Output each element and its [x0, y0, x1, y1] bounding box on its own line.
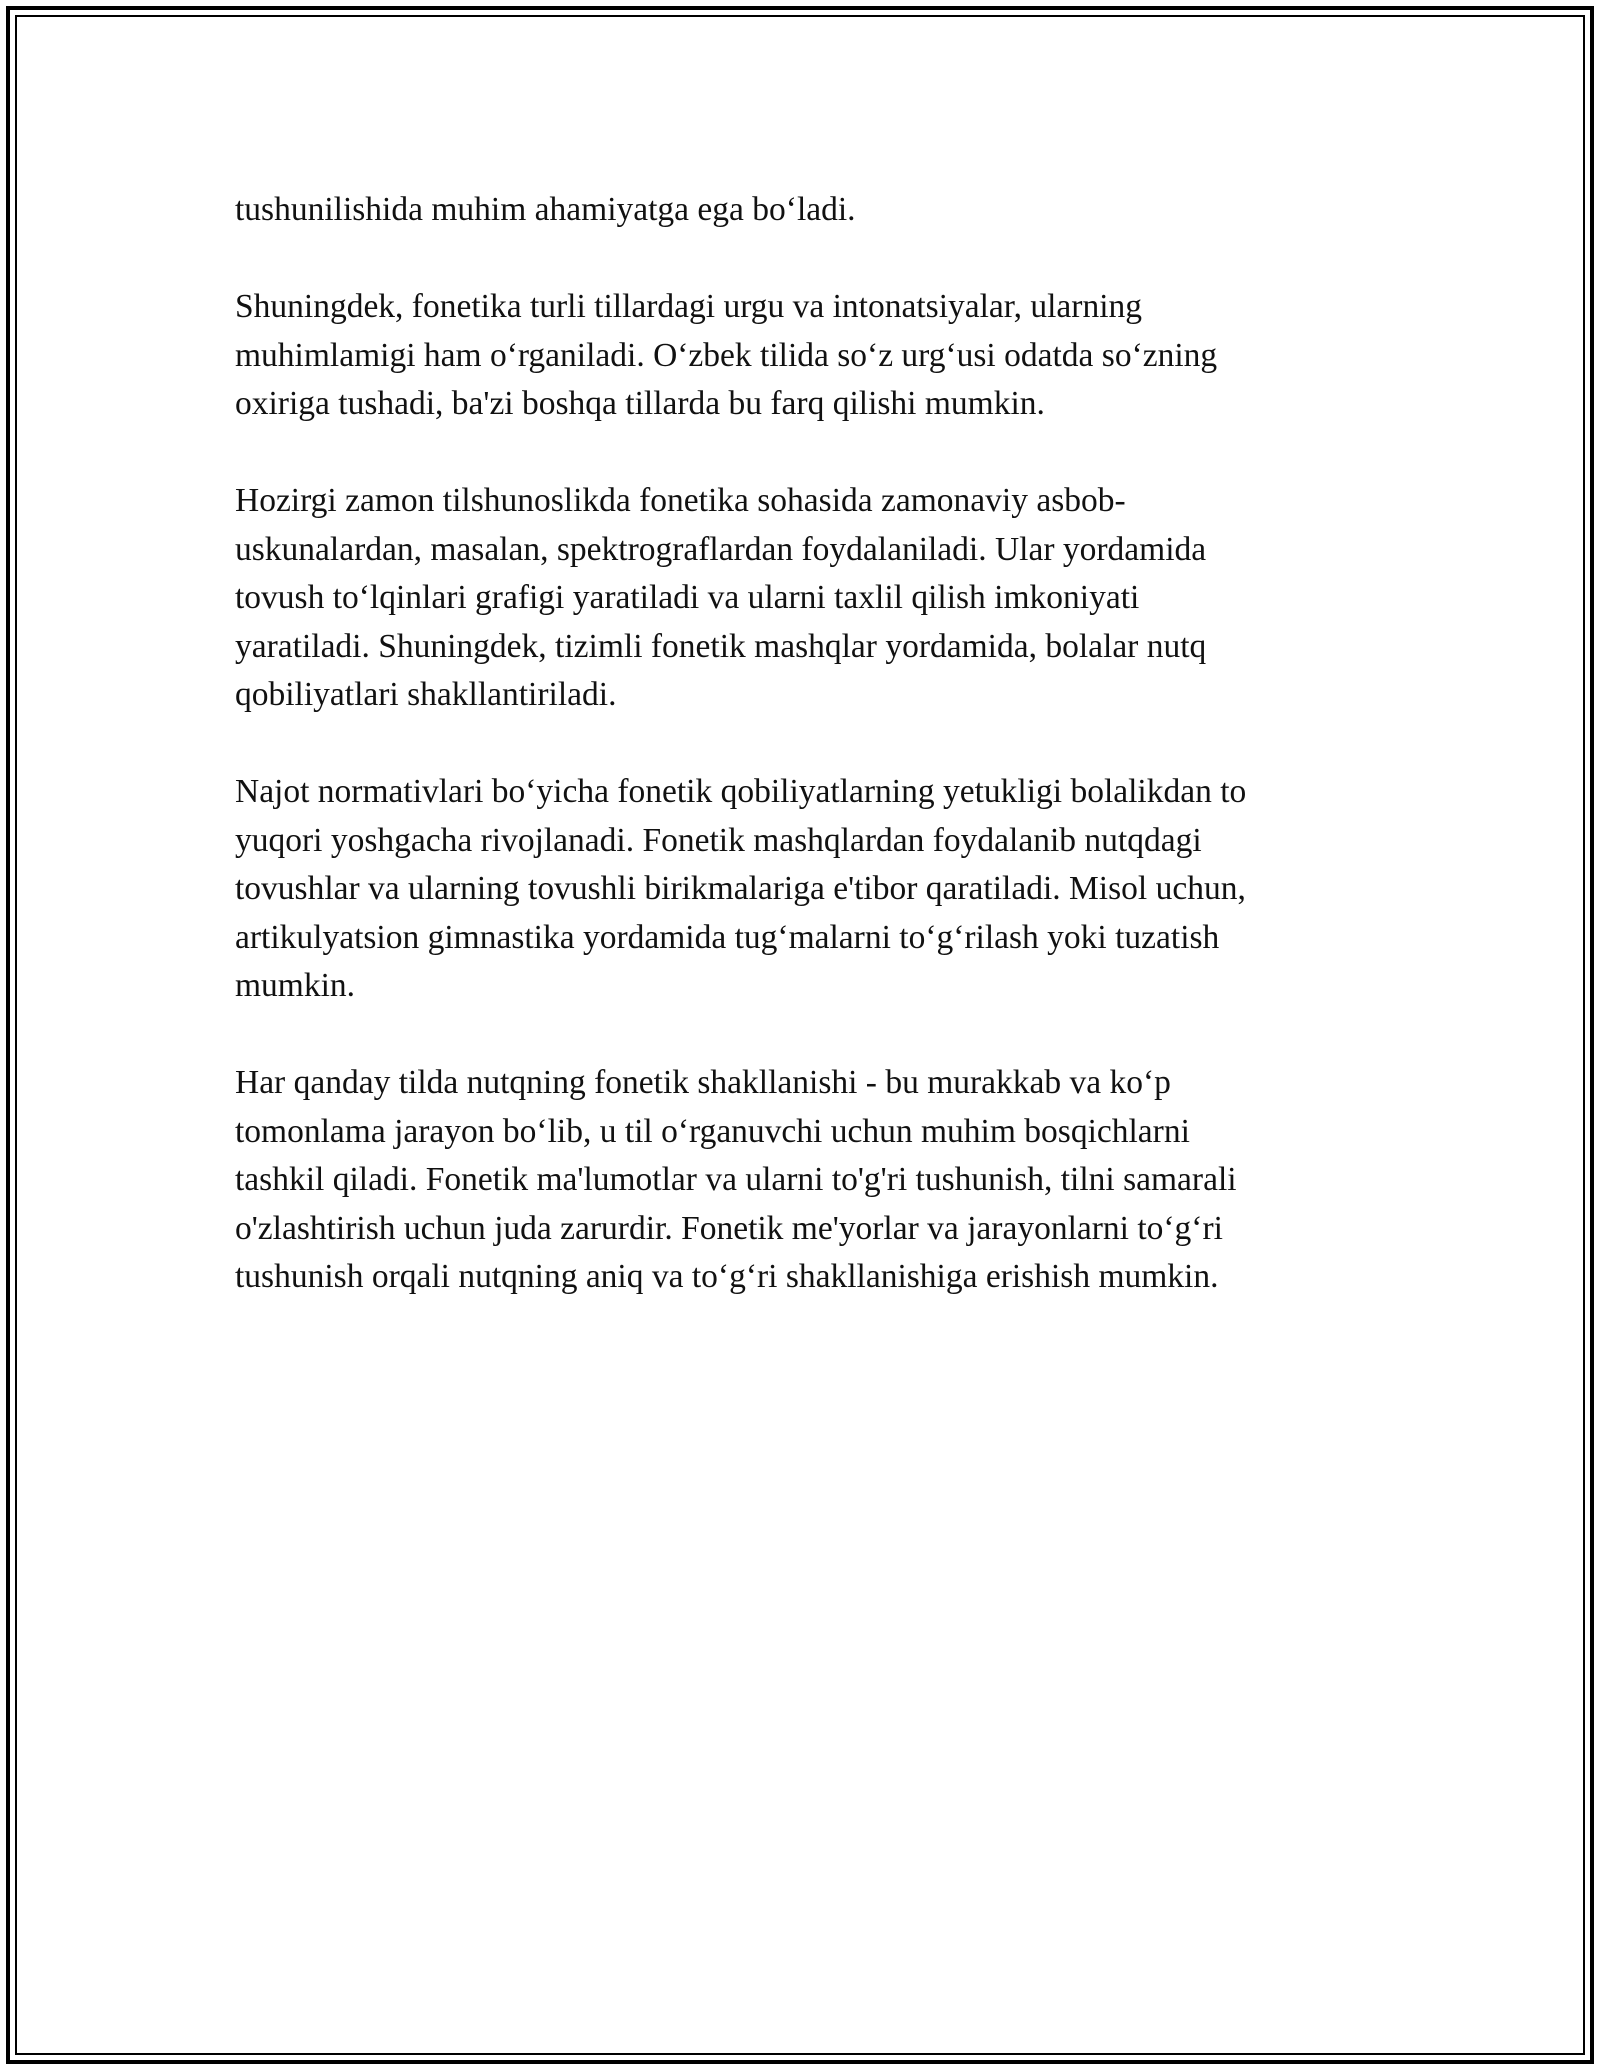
text-line: yaratiladi. Shuningdek, tizimli fonetik mashqlar yordamida, bolalar nutq: [235, 627, 1207, 665]
document-body: [235, 186, 1365, 1350]
text-line: Hozirgi zamon tilshunoslikda fonetika sohasida zamonaviy asbob-: [235, 482, 1126, 519]
text-line: muhimlamigi ham o‘rganiladi. O‘zbek tilida so‘z urg‘usi odatda so‘zning: [235, 336, 1218, 374]
text-line: tovushlar va ularning tovushli birikmalariga e'tibor qaratiladi. Misol uchun,: [235, 870, 1246, 907]
text-line: tovush to‘lqinlari grafigi yaratiladi va ularni taxlil qilish imkoniyati: [235, 579, 1140, 616]
text-line: Najot normativlari bo‘yicha fonetik qobiliyatlarning yetukligi bolalikdan to: [235, 773, 1247, 810]
text-line: tashkil qiladi. Fonetik ma'lumotlar va ularni to'g'ri tushunish, tilni samarali: [235, 1161, 1237, 1198]
text-line: qobiliyatlari shakllantiriladi.: [235, 676, 617, 713]
text-line: tomonlama jarayon bo‘lib, u til o‘rganuvchi uchun muhim bosqichlarni: [235, 1112, 1190, 1150]
paragraph-3: [235, 477, 1365, 720]
paragraph-2: [235, 283, 1365, 429]
text-line: yuqori yoshgacha rivojlanadi. Fonetik mashqlardan foydalanib nutqdagi: [235, 821, 1202, 859]
paragraph-4: [235, 768, 1365, 1011]
paragraph-1: [235, 186, 1365, 235]
paragraph-5: [235, 1059, 1365, 1302]
text-line: tushunilishida muhim ahamiyatga ega bo‘ladi.: [235, 191, 856, 228]
text-line: o'zlashtirish uchun juda zarurdir. Fonetik me'yorlar va jarayonlarni to‘g‘ri: [235, 1209, 1223, 1247]
text-line: oxiriga tushadi, ba'zi boshqa tillarda bu farq qilishi mumkin.: [235, 385, 1045, 422]
text-line: Shuningdek, fonetika turli tillardagi urgu va intonatsiyalar, ularning: [235, 288, 1143, 325]
text-line: mumkin.: [235, 967, 356, 1004]
text-line: artikulyatsion gimnastika yordamida tug‘malarni to‘g‘rilash yoki tuzatish: [235, 918, 1220, 956]
text-line: Har qanday tilda nutqning fonetik shakllanishi - bu murakkab va ko‘p: [235, 1064, 1171, 1101]
text-line: uskunalardan, masalan, spektrograflardan foydalaniladi. Ular yordamida: [235, 530, 1207, 568]
text-line: tushunish orqali nutqning aniq va to‘g‘ri shakllanishiga erishish mumkin.: [235, 1258, 1219, 1295]
